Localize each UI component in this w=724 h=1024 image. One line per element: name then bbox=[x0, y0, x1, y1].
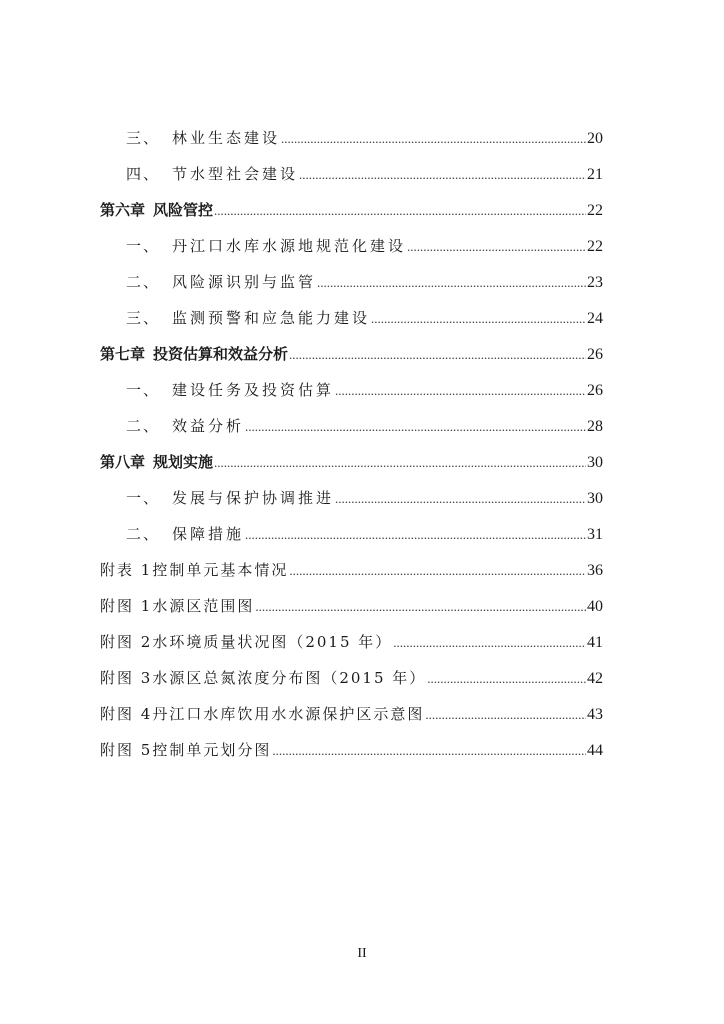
toc-leader-dots bbox=[335, 488, 586, 510]
table-of-contents bbox=[100, 127, 603, 775]
toc-entry-number: 三、 bbox=[126, 309, 161, 327]
toc-entry[interactable] bbox=[100, 739, 603, 775]
toc-leader-dots bbox=[245, 416, 586, 438]
toc-entry-number: 第八章 bbox=[100, 453, 146, 471]
toc-entry[interactable] bbox=[100, 559, 603, 595]
toc-entry[interactable] bbox=[100, 631, 603, 667]
toc-entry-title: 节水型社会建设 bbox=[172, 165, 299, 183]
toc-leader-dots bbox=[214, 200, 586, 222]
toc-entry[interactable] bbox=[100, 163, 603, 199]
toc-entry[interactable] bbox=[100, 127, 603, 163]
toc-entry-title: 规划实施 bbox=[153, 453, 214, 471]
toc-entry-title: 保障措施 bbox=[172, 525, 245, 543]
toc-leader-dots bbox=[427, 668, 586, 690]
toc-entry[interactable] bbox=[100, 451, 603, 487]
toc-entry-title: 投资估算和效益分析 bbox=[153, 345, 289, 363]
toc-entry[interactable] bbox=[100, 667, 603, 703]
toc-entry-page: 24 bbox=[587, 310, 603, 327]
toc-entry-page: 30 bbox=[587, 490, 603, 507]
toc-entry[interactable] bbox=[100, 595, 603, 631]
toc-leader-dots bbox=[289, 560, 586, 582]
toc-entry-title: 风险管控 bbox=[153, 201, 214, 219]
toc-entry-title: 监测预警和应急能力建设 bbox=[172, 309, 371, 327]
toc-entry[interactable] bbox=[100, 343, 603, 379]
toc-leader-dots bbox=[317, 272, 586, 294]
toc-entry-title: 风险源识别与监管 bbox=[172, 273, 317, 291]
toc-entry-title: 丹江口水库饮用水水源保护区示意图 bbox=[152, 705, 425, 723]
toc-entry-page: 28 bbox=[587, 418, 603, 435]
page-number-footer: II bbox=[357, 946, 367, 961]
toc-entry-title: 控制单元基本情况 bbox=[152, 561, 289, 579]
toc-leader-dots bbox=[299, 164, 586, 186]
toc-entry-number: 第六章 bbox=[100, 201, 146, 219]
toc-entry-title: 丹江口水库水源地规范化建设 bbox=[172, 237, 407, 255]
toc-entry[interactable] bbox=[100, 379, 603, 415]
toc-entry[interactable] bbox=[100, 307, 603, 343]
toc-entry-number: 附图 3 bbox=[100, 669, 153, 687]
toc-leader-dots bbox=[281, 128, 586, 150]
toc-entry-page: 36 bbox=[587, 562, 603, 579]
toc-leader-dots bbox=[425, 704, 586, 726]
toc-leader-dots bbox=[407, 236, 586, 258]
toc-entry-page: 22 bbox=[587, 202, 603, 219]
toc-entry-title: 控制单元划分图 bbox=[152, 741, 272, 759]
toc-leader-dots bbox=[255, 596, 586, 618]
toc-entry-title: 水源区总氮浓度分布图（2015 年） bbox=[152, 669, 427, 687]
toc-entry-page: 23 bbox=[587, 274, 603, 291]
toc-entry-page: 26 bbox=[587, 346, 603, 363]
toc-entry-number: 一、 bbox=[126, 489, 161, 507]
toc-entry-page: 41 bbox=[587, 634, 603, 651]
toc-entry-title: 建设任务及投资估算 bbox=[172, 381, 335, 399]
toc-entry[interactable] bbox=[100, 235, 603, 271]
toc-entry-page: 42 bbox=[587, 670, 603, 687]
toc-entry-number: 二、 bbox=[126, 525, 161, 543]
toc-entry-number: 四、 bbox=[126, 165, 161, 183]
toc-entry-number: 附图 2 bbox=[100, 633, 153, 651]
toc-leader-dots bbox=[393, 632, 586, 654]
toc-entry-page: 22 bbox=[587, 238, 603, 255]
toc-entry[interactable] bbox=[100, 271, 603, 307]
toc-entry-number: 二、 bbox=[126, 417, 161, 435]
toc-entry-number: 附图 4 bbox=[100, 705, 153, 723]
toc-entry-number: 三、 bbox=[126, 129, 161, 147]
toc-entry-number: 附表 1 bbox=[100, 561, 153, 579]
toc-entry-title: 林业生态建设 bbox=[172, 129, 281, 147]
toc-entry-number: 附图 5 bbox=[100, 741, 153, 759]
toc-entry-page: 26 bbox=[587, 382, 603, 399]
toc-entry-title: 效益分析 bbox=[172, 417, 245, 435]
toc-entry-number: 一、 bbox=[126, 237, 161, 255]
toc-leader-dots bbox=[272, 740, 586, 762]
toc-entry-page: 43 bbox=[587, 706, 603, 723]
toc-entry[interactable] bbox=[100, 487, 603, 523]
toc-leader-dots bbox=[335, 380, 586, 402]
toc-leader-dots bbox=[214, 452, 586, 474]
toc-entry[interactable] bbox=[100, 415, 603, 451]
toc-entry-number: 一、 bbox=[126, 381, 161, 399]
toc-leader-dots bbox=[371, 308, 586, 330]
toc-leader-dots bbox=[245, 524, 586, 546]
toc-entry[interactable] bbox=[100, 199, 603, 235]
toc-entry-page: 31 bbox=[587, 526, 603, 543]
toc-entry-page: 30 bbox=[587, 454, 603, 471]
toc-entry-number: 二、 bbox=[126, 273, 161, 291]
toc-entry[interactable] bbox=[100, 703, 603, 739]
toc-entry-page: 20 bbox=[587, 130, 603, 147]
toc-entry-number: 附图 1 bbox=[100, 597, 153, 615]
toc-entry-title: 水源区范围图 bbox=[152, 597, 255, 615]
toc-entry-title: 水环境质量状况图（2015 年） bbox=[152, 633, 393, 651]
toc-leader-dots bbox=[289, 344, 586, 366]
toc-entry-number: 第七章 bbox=[100, 345, 146, 363]
toc-entry[interactable] bbox=[100, 523, 603, 559]
toc-entry-page: 21 bbox=[587, 166, 603, 183]
toc-entry-page: 44 bbox=[587, 742, 603, 759]
toc-entry-title: 发展与保护协调推进 bbox=[172, 489, 335, 507]
toc-entry-page: 40 bbox=[587, 598, 603, 615]
